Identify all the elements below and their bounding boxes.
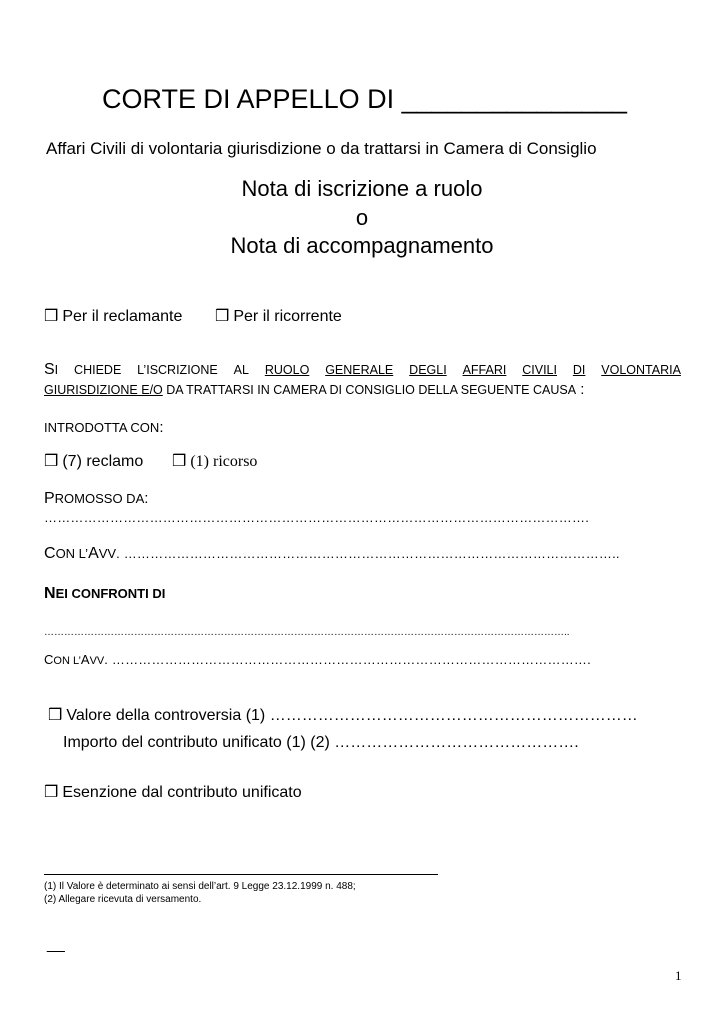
con-avv-field-2[interactable]: CON L’AVV. ………………………………………………………………………………………………. — [44, 652, 591, 667]
option-ricorso[interactable] — [172, 451, 257, 471]
checkbox-icon[interactable]: ❒ — [44, 453, 59, 470]
promosso-field[interactable]: ……………………………………………………………………………………………………………. — [44, 510, 590, 525]
option-reclamo[interactable] — [44, 451, 143, 471]
request-line-1: SI CHIEDE L’ISCRIZIONE AL RUOLO GENERALE DEGLI AFFARI CIVILI DI VOLONTARIA — [44, 361, 681, 378]
introdotta-label: INTRODOTTA CON: — [44, 419, 164, 436]
esenzione-label: Esenzione dal contributo unificato — [62, 784, 302, 801]
option-reclamante[interactable] — [44, 306, 182, 326]
option-ricorrente[interactable] — [215, 306, 342, 326]
footnote-2: (2) Allegare ricevuta di versamento. — [44, 894, 202, 905]
option-esenzione[interactable] — [44, 782, 302, 802]
nei-confronti-field[interactable]: ………………………………………………………………………………………………………………………………………….. — [44, 627, 570, 638]
page-subtitle: Affari Civili di volontaria giurisdizione o da trattarsi in Camera di Consiglio — [46, 139, 597, 158]
request-paragraph — [44, 360, 681, 400]
heading-line-2: o — [355, 205, 369, 230]
heading-line-1: Nota di iscrizione a ruolo — [241, 176, 483, 201]
promosso-label: PROMOSSO DA: — [44, 490, 149, 507]
checkbox-icon[interactable]: ❒ — [215, 308, 230, 325]
option-ricorso-label: (1) ricorso — [190, 453, 258, 470]
footnote-separator — [44, 874, 438, 875]
dash-mark: __ — [47, 936, 65, 953]
checkbox-icon[interactable]: ❒ — [172, 453, 187, 470]
con-avv-field-1[interactable]: CON L’AVV. ………………………………………………………………………………………………….. — [44, 545, 620, 562]
request-line-2: GIURISDIZIONE E/O DA TRATTARSI IN CAMERA DI CONSIGLIO DELLA SEGUENTE CAUSA : — [44, 381, 585, 398]
heading-line-3: Nota di accompagnamento — [230, 233, 494, 258]
page-number: 1 — [675, 968, 682, 983]
importo-field[interactable]: Importo del contributo unificato (1) (2) ………………………………………. — [63, 734, 579, 751]
checkbox-icon[interactable]: ❒ — [44, 308, 59, 325]
footnote-1: (1) Il Valore è determinato ai sensi dell’art. 9 Legge 23.12.1999 n. 488; — [44, 881, 356, 892]
nei-confronti-label: NEI CONFRONTI DI — [44, 585, 166, 602]
option-reclamo-label: (7) reclamo — [62, 453, 144, 470]
checkbox-icon[interactable]: ❒ — [48, 707, 63, 724]
checkbox-icon[interactable]: ❒ — [44, 784, 59, 801]
page-title: CORTE DI APPELLO DI _______________ — [102, 84, 627, 114]
option-ricorrente-label: Per il ricorrente — [233, 308, 342, 325]
option-reclamante-label: Per il reclamante — [62, 308, 183, 325]
valore-label: Valore della controversia (1) …………………………………………………………… — [66, 707, 638, 724]
option-valore[interactable] — [48, 705, 638, 725]
